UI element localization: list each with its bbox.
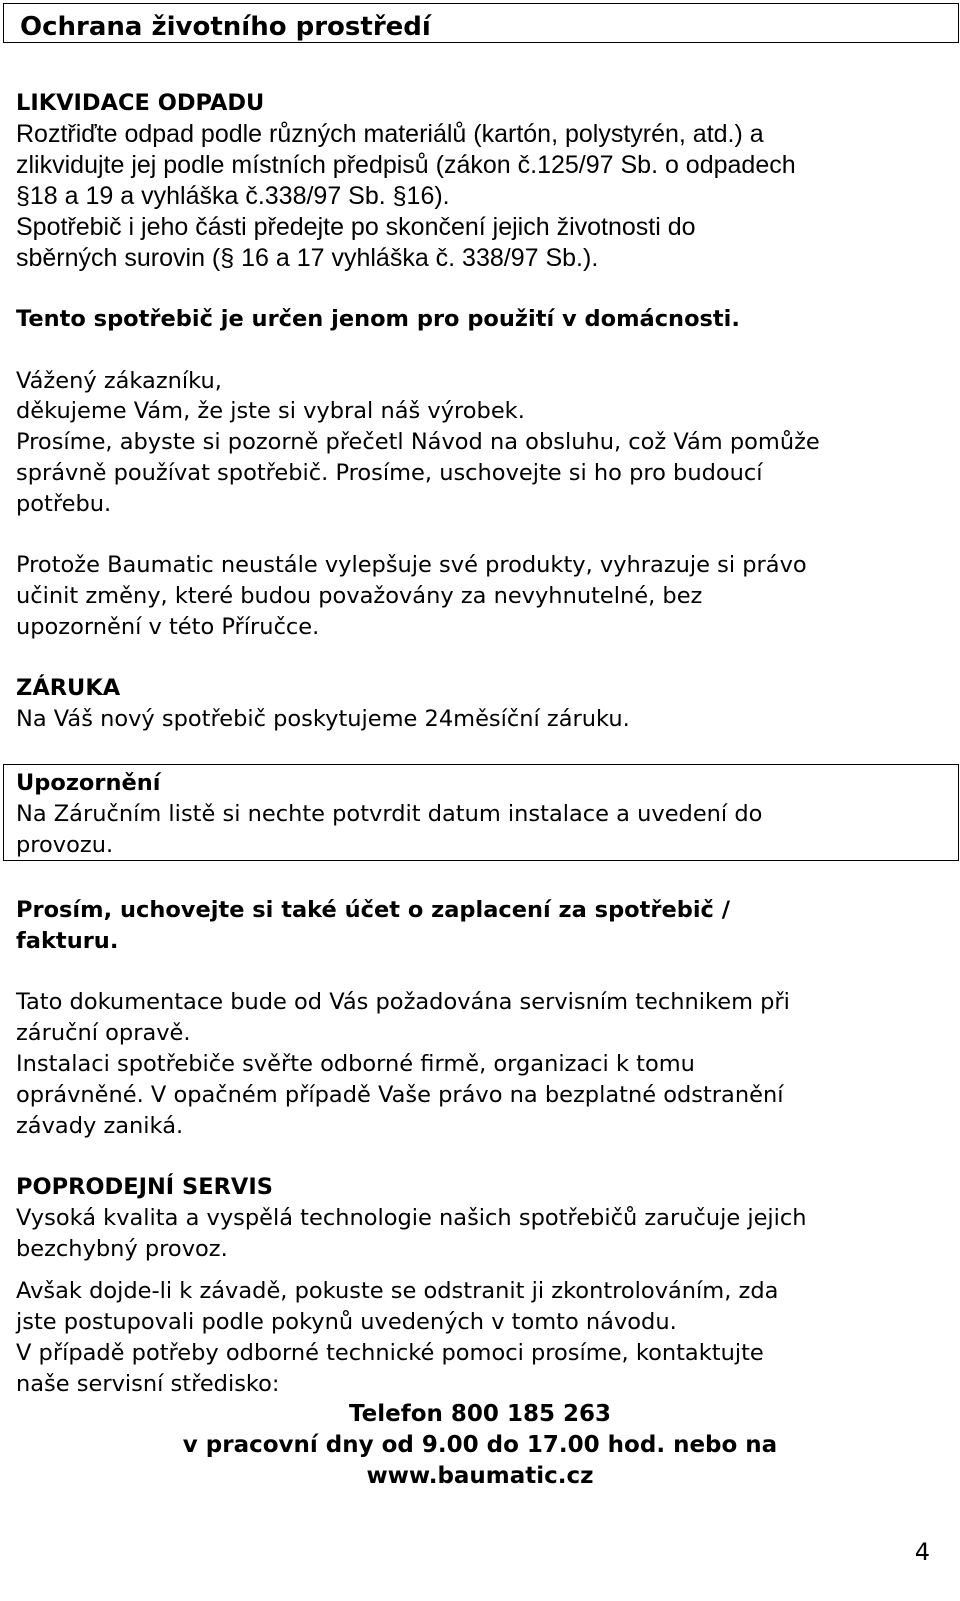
documentation-line: oprávněné. V opačném případě Vaše právo na bezplatné odstranění	[16, 1082, 784, 1108]
disposal-line: §18 a 19 a vyhláška č.338/97 Sb. §16).	[16, 182, 450, 210]
documentation-line: závady zaniká.	[16, 1113, 184, 1139]
warranty-heading: ZÁRUKA	[16, 675, 121, 701]
greeting-line: Prosíme, abyste si pozorně přečetl Návod na obsluhu, což Vám pomůže	[16, 429, 820, 455]
service-heading: POPRODEJNÍ SERVIS	[16, 1174, 273, 1200]
greeting-line: Vážený zákazníku,	[16, 368, 222, 394]
receipt-line: Prosím, uchovejte si také účet o zaplacení za spotřebič /	[16, 897, 730, 923]
documentation-line: záruční opravě.	[16, 1020, 191, 1046]
service-line: V případě potřeby odborné technické pomoci prosíme, kontaktujte	[16, 1340, 764, 1366]
service-website-link[interactable]: www.baumatic.cz	[366, 1463, 594, 1489]
household-notice: Tento spotřebič je určen jenom pro použití v domácnosti.	[16, 306, 740, 332]
notice-line: provozu.	[16, 832, 114, 858]
receipt-line: fakturu.	[16, 928, 119, 954]
service-phone: Telefon 800 185 263	[349, 1401, 611, 1427]
documentation-line: Instalaci spotřebiče svěřte odborné firmě, organizaci k tomu	[16, 1051, 695, 1077]
warranty-text: Na Váš nový spotřebič poskytujeme 24měsíční záruku.	[16, 706, 630, 732]
page-title: Ochrana životního prostředí	[20, 12, 431, 42]
service-line: jste postupovali podle pokynů uvedených v tomto návodu.	[16, 1309, 677, 1335]
greeting-line: potřebu.	[16, 491, 112, 517]
disposal-line: sběrných surovin (§ 16 a 17 vyhláška č. 338/97 Sb.).	[16, 244, 599, 272]
documentation-line: Tato dokumentace bude od Vás požadována servisním technikem při	[16, 989, 790, 1015]
greeting-line: správně používat spotřebič. Prosíme, uschovejte si ho pro budoucí	[16, 460, 763, 486]
service-line: naše servisní středisko:	[16, 1371, 280, 1397]
disposal-line: zlikvidujte jej podle místních předpisů (zákon č.125/97 Sb. o odpadech	[16, 151, 796, 179]
service-line: Vysoká kvalita a vyspělá technologie našich spotřebičů zaručuje jejich	[16, 1205, 807, 1231]
page-number: 4	[914, 1538, 930, 1566]
notice-heading: Upozornění	[16, 770, 161, 796]
service-line: bezchybný provoz.	[16, 1236, 228, 1262]
service-line: Avšak dojde-li k závadě, pokuste se odstranit ji zkontrolováním, zda	[16, 1278, 779, 1304]
service-hours: v pracovní dny od 9.00 do 17.00 hod. nebo na	[182, 1432, 778, 1458]
disposal-line: Spotřebič i jeho části předejte po skončení jejich životnosti do	[16, 213, 696, 241]
greeting-line: děkujeme Vám, že jste si vybral náš výrobek.	[16, 398, 525, 424]
title-box	[3, 3, 959, 43]
disposal-line: Roztřiďte odpad podle různých materiálů (kartón, polystyrén, atd.) a	[16, 120, 764, 148]
notice-line: Na Záručním listě si nechte potvrdit datum instalace a uvedení do	[16, 801, 763, 827]
improvement-line: učinit změny, které budou považovány za nevyhnutelné, bez	[16, 583, 703, 609]
disposal-heading: LIKVIDACE ODPADU	[16, 90, 265, 116]
improvement-line: upozornění v této Příručce.	[16, 614, 320, 640]
improvement-line: Protože Baumatic neustále vylepšuje své produkty, vyhrazuje si právo	[16, 552, 807, 578]
